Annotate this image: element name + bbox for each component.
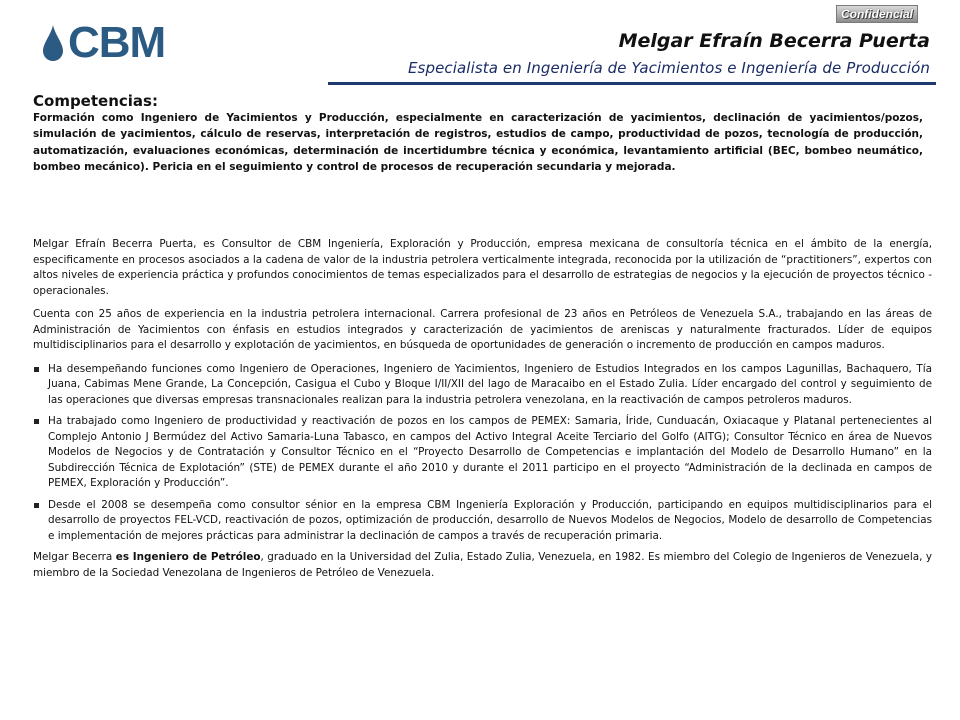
header-divider (328, 82, 936, 85)
list-item (33, 498, 932, 545)
cbm-logo (42, 20, 165, 66)
bio-paragraph-3 (33, 550, 932, 581)
confidential-label: Confidencial (836, 5, 918, 23)
degree-highlight: es Ingeniero de Petróleo (115, 551, 261, 563)
logo-text: CBM (68, 18, 166, 67)
bio-section (33, 237, 932, 589)
experience-list (33, 362, 932, 545)
bullet-icon (34, 503, 39, 508)
person-title: Especialista en Ingeniería de Yacimientos e Ingeniería de Producción (407, 59, 930, 77)
competencias-body: Formación como Ingeniero de Yacimientos y Producción, especialmente en caracterización de yacimientos, declinación de yacimientos/pozos, simulación de yacimientos, cálculo de reservas, interpretación de registros, estudios de campo, productividad de pozos, tecnología de producción, automatización, evaluaciones económicas, determinación de incertidumbre técnica y económica, levantamiento artificial (BEC, bombeo neumático, bombeo mecánico). Pericia en el seguimiento y control de procesos de recuperación secundaria y mejorada. (33, 112, 923, 174)
list-item (33, 414, 932, 492)
list-item-text: Ha trabajado como Ingeniero de productividad y reactivación de pozos en los campos de PEMEX: Samaria, Íride, Cunduacán, Oxiacaque y Platanal pertenecientes al Complejo Antonio J Bermúdez del Activo Samaria-Luna Tabasco, en campos del Activo Integral Aceite Terciario del Golfo (AITG); Consultor Técnico en área de Nuevos Modelos de Negocios y de Contratación y Consultor Técnico en el “Proyecto Desarrollo de Competencias e implantación del Modelo de Desarrollo Humano” en la Subdirección Técnica de Explotación” (STE) de PEMEX durante el año 2010 y durante el 2011 participo en el proyecto “Administración de la declinada en campos de PEMEX, Exploración y Producción”. (48, 415, 932, 489)
bullet-icon (34, 419, 39, 424)
list-item (33, 362, 932, 409)
bio-paragraph-1: Melgar Efraín Becerra Puerta, es Consultor de CBM Ingeniería, Exploración y Producción, empresa mexicana de consultoría técnica en el ámbito de la energía, especificamente en procesos asociados a la cadena de valor de la industria petrolera verticalmente integrada, reconocida por la utilización de “practitioners”, expertos con altos niveles de experiencia práctica y profundos conocimientos de temas especializados para el desarrollo de estrategias de negocios y la ejecución de proyectos técnico - operacionales. (33, 238, 932, 297)
list-item-text: Ha desempeñando funciones como Ingeniero de Operaciones, Ingeniero de Yacimientos, Ingeniero de Estudios Integrados en los campos Lagunillas, Bachaquero, Tía Juana, Cabimas Mene Grande, La Concepción, Casigua el Cubo y Bloque I/II/XII del lago de Maracaibo en el Estado Zulia. Líder encargado del control y seguimiento de las operaciones que diversas empresas transnacionales realizan para la industria petrolera venezolana, en la reactivación de campos petroleros maduros. (48, 362, 932, 406)
list-item-text: Desde el 2008 se desempeña como consultor sénior en la empresa CBM Ingeniería Exploración y Producción, participando en equipos multidisciplinarios para el desarrollo de proyectos FEL-VCD, reactivación de pozos, optimización de producción, desarrollo de Nuevos Modelos de Negocios, Modelo de desarrollo de Competencias e implementación de mejores prácticas para administrar la declinación de campos a través de recuperación primaria. (48, 498, 932, 542)
competencias-heading: Competencias: (33, 92, 158, 110)
person-name: Melgar Efraín Becerra Puerta (618, 30, 930, 52)
bullet-icon (34, 367, 39, 372)
degree-prefix: Melgar Becerra (33, 551, 116, 563)
degree-suffix: , graduado en la Universidad del Zulia, Estado Zulia, Venezuela, en 1982. Es miembro del Colegio de Ingenieros de Venezuela, y miembro de la Sociedad Venezolana de Ingenieros de Petróleo de Venezuela. (33, 551, 932, 579)
drop-icon (42, 23, 64, 63)
bio-paragraph-2: Cuenta con 25 años de experiencia en la industria petrolera internacional. Carrera profesional de 23 años en Petróleos de Venezuela S.A., trabajando en las áreas de Administración de Yacimientos con énfasis en estudios integrados y caracterización de yacimientos de areniscas y naturalmente fracturados. Líder de equipos multidisciplinarios para el desarrollo y explotación de yacimientos, en búsqueda de oportunidades de generación o incremento de producción en campos maduros. (33, 308, 932, 351)
